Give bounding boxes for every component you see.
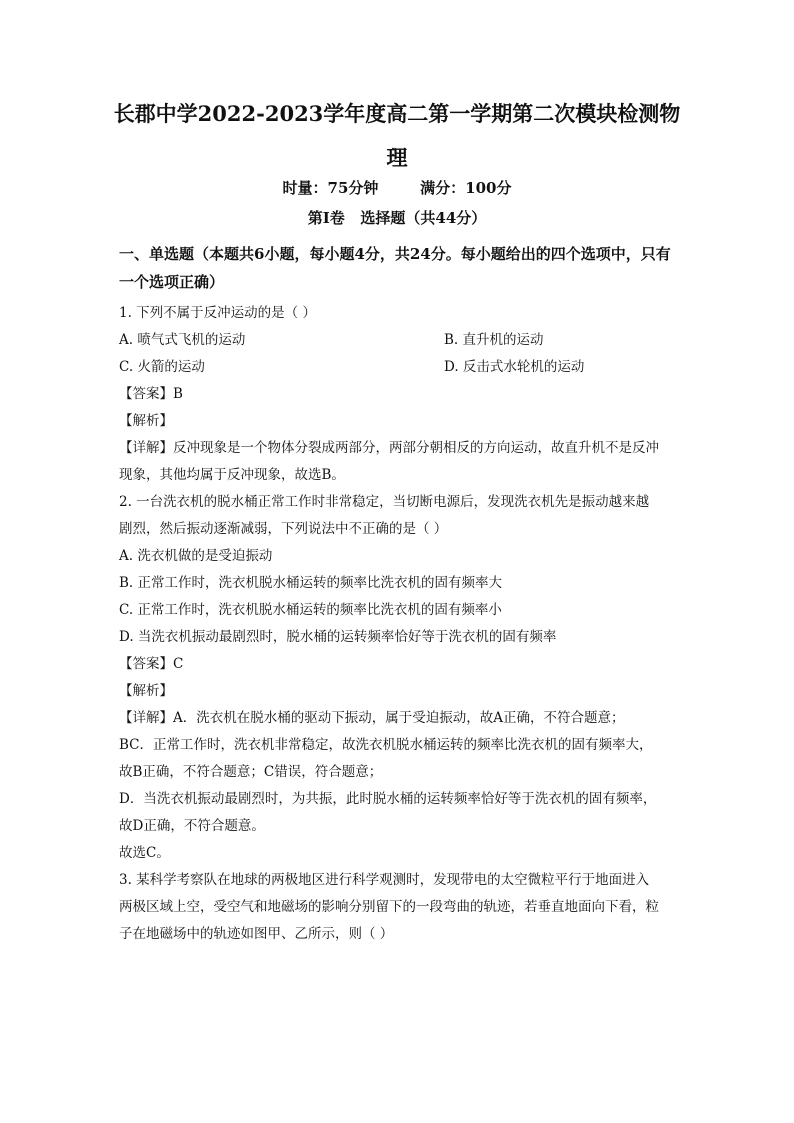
question-body xyxy=(119,300,679,948)
q1-detail-line-2: 现象，其他均属于反冲现象，故选B。 xyxy=(119,467,345,483)
q1-option-d: D. 反击式水轮机的运动 xyxy=(444,359,585,375)
q2-detail-line-1: 【详解】A．洗衣机在脱水桶的驱动下振动，属于受迫振动，故A正确，不符合题意； xyxy=(119,710,625,726)
q1-options-row-2 xyxy=(119,354,679,381)
q2-detail-line-4: D．当洗衣机振动最剧烈时，为共振，此时脱水桶的运转频率恰好等于洗衣机的固有频率， xyxy=(119,791,657,807)
q1-options-row-1 xyxy=(119,327,679,354)
q1-detail-line-1: 【详解】反冲现象是一个物体分裂成两部分，两部分朝相反的方向运动，故直升机不是反冲 xyxy=(119,440,659,456)
q1-analysis-label: 【解析】 xyxy=(119,413,173,429)
q3-stem-line-3: 子在地磁场中的轨迹如图甲、乙所示，则（ ） xyxy=(119,926,394,942)
q2-answer: 【答案】C xyxy=(119,656,184,672)
page-title: 长郡中学2022-2023学年度高二第一学期第二次模块检测物理 xyxy=(113,101,681,170)
q1-option-b: B. 直升机的运动 xyxy=(444,332,544,348)
q2-detail-line-2: BC．正常工作时，洗衣机非常稳定，故洗衣机脱水桶运转的频率比洗衣机的固有频率大， xyxy=(119,737,653,753)
q2-option-a: A. 洗衣机做的是受迫振动 xyxy=(119,548,273,564)
q2-option-d: D. 当洗衣机振动最剧烈时，脱水桶的运转频率恰好等于洗衣机的固有频率 xyxy=(119,629,557,645)
q2-detail-line-3: 故B正确，不符合题意；C错误，符合题意； xyxy=(119,764,383,780)
section-heading: 一、单选题（本题共6小题，每小题4分，共24分。每小题给出的四个选项中，只有一个选项正确） xyxy=(119,245,671,291)
q2-option-b: B. 正常工作时，洗衣机脱水桶运转的频率比洗衣机的固有频率大 xyxy=(119,575,503,591)
q1-option-a: A. 喷气式飞机的运动 xyxy=(119,332,246,348)
exam-time-score: 时量：75分钟 满分：100分 xyxy=(282,179,512,197)
q2-stem-line-2: 剧烈，然后振动逐渐减弱，下列说法中不正确的是（ ） xyxy=(119,521,448,537)
q2-conclusion: 故选C。 xyxy=(119,845,170,861)
volume-heading: 第Ⅰ卷 选择题（共44分） xyxy=(307,209,487,227)
q1-option-c: C. 火箭的运动 xyxy=(119,359,205,375)
q2-analysis-label: 【解析】 xyxy=(119,683,173,699)
q2-detail-line-5: 故D正确，不符合题意。 xyxy=(119,818,265,834)
q2-option-c: C. 正常工作时，洗衣机脱水桶运转的频率比洗衣机的固有频率小 xyxy=(119,602,502,618)
q3-stem-line-1: 3. 某科学考察队在地球的两极地区进行科学观测时，发现带电的太空微粒平行于地面进入 xyxy=(119,872,650,888)
q1-stem: 1. 下列不属于反冲运动的是（ ） xyxy=(119,305,316,321)
q3-stem-line-2: 两极区域上空，受空气和地磁场的影响分别留下的一段弯曲的轨迹，若垂直地面向下看，粒 xyxy=(119,899,659,915)
q1-answer: 【答案】B xyxy=(119,386,183,402)
q2-stem-line-1: 2. 一台洗衣机的脱水桶正常工作时非常稳定，当切断电源后，发现洗衣机先是振动越来越 xyxy=(119,494,650,510)
